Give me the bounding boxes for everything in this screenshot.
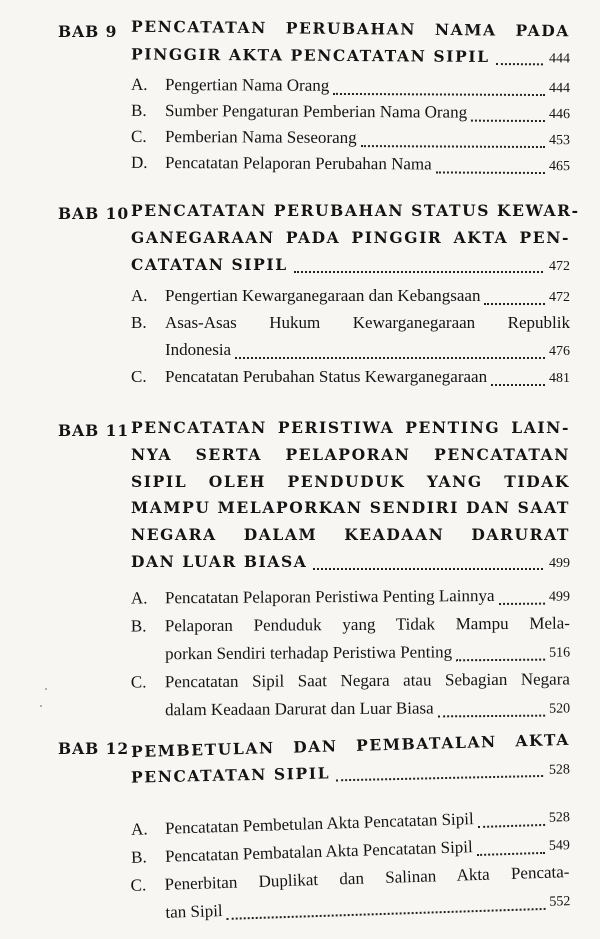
entry-title: Indonesia [165, 340, 232, 359]
chapter-title-line: SIPIL OLEH PENDUDUK YANG TIDAK [131, 471, 570, 491]
dot-leader [336, 761, 543, 781]
chapter-title-line: MAMPU MELAPORKAN SENDIRI DAN SAAT [131, 498, 570, 518]
entry-line [165, 638, 570, 669]
chapter-title-line: NYA SERTA PELAPORAN PENCATATAN [131, 444, 570, 464]
speck [40, 705, 42, 707]
dot-leader [361, 131, 545, 148]
dot-leader [333, 79, 545, 96]
page-number: 549 [548, 838, 571, 854]
entry-letter: A. [130, 588, 148, 608]
chapter-title-line: PEMBETULAN DAN PEMBATALAN AKTA [130, 729, 571, 762]
page-number: 453 [548, 133, 571, 149]
chapter-title-line [131, 252, 570, 278]
entry-letter: C. [130, 875, 147, 895]
dot-leader [235, 343, 545, 359]
entry-letter: C. [131, 367, 147, 386]
dot-leader [226, 894, 545, 920]
entry-line: Asas-Asas Hukum Kewarganegaraan Republik [165, 313, 570, 332]
toc-entry [131, 310, 570, 364]
page-number: 528 [548, 762, 571, 778]
entry-letter: B. [130, 100, 147, 120]
chapter-title-text: CATATAN SIPIL [131, 254, 288, 274]
toc-entry [131, 283, 570, 310]
entry-title: dalam Keadaan Darurat dan Luar Biasa [165, 698, 434, 720]
page-number: 520 [549, 701, 571, 717]
chapter-number: BAB 10 [58, 204, 130, 223]
page-number: 476 [549, 344, 570, 359]
toc-entry [131, 364, 570, 391]
dot-leader [477, 810, 545, 828]
entry-line [165, 150, 570, 180]
dot-leader [294, 257, 543, 273]
entry-title: Pencatatan Pembetulan Akta Pencatatan Sipil [164, 809, 474, 838]
entry-letter: A. [131, 286, 148, 305]
toc-entry [131, 124, 570, 152]
chapter-title-text: PINGGIR AKTA PENCATATAN SIPIL [130, 44, 490, 66]
dot-leader [456, 645, 545, 662]
chapter-title-line: GANEGARAAN PADA PINGGIR AKTA PEN- [131, 227, 570, 247]
chapter-title-line: NEGARA DALAM KEADAAN DARURAT [131, 525, 570, 545]
page-number: 516 [549, 645, 571, 661]
chapter-title-line: PENCATATAN PERISTIWA PENTING LAIN- [131, 418, 570, 437]
page-number: 446 [548, 107, 571, 123]
entry-line: Penerbitan Duplikat dan Salinan Akta Pencata- [164, 862, 570, 894]
entry-title: Pencatatan Perubahan Status Kewarganegaraan [165, 367, 488, 386]
entry-line [165, 337, 570, 365]
dot-leader [471, 106, 545, 122]
dot-leader [436, 157, 545, 174]
page-number: 444 [548, 51, 571, 67]
entry-letter: D. [130, 152, 148, 172]
entry-title: Pencatatan Pembatalan Akta Pencatatan Sipil [164, 837, 473, 866]
dot-leader [491, 370, 545, 386]
entry-title: tan Sipil [165, 901, 223, 922]
chapter-section [0, 16, 600, 222]
page-number: 472 [549, 258, 570, 274]
page-number: 465 [548, 159, 571, 175]
dot-leader [484, 289, 545, 305]
page-number: 552 [549, 894, 571, 910]
chapter-title-line: PENCATATAN PERUBAHAN STATUS KEWAR- [131, 201, 580, 220]
page-number: 444 [548, 81, 571, 97]
chapter-title-text: DAN LUAR BIASA [131, 552, 308, 571]
chapter-number: BAB 9 [58, 22, 118, 41]
page-number: 472 [549, 290, 570, 305]
entry-letter: B. [131, 313, 147, 332]
speck [45, 688, 47, 690]
entry-title: Pengertian Nama Orang [164, 75, 330, 95]
entry-letter: A. [130, 74, 148, 94]
dot-leader [496, 49, 543, 65]
entry-letter: B. [130, 616, 147, 636]
dot-leader [498, 589, 545, 605]
chapter-title-line [131, 549, 570, 575]
toc-entry [131, 610, 570, 669]
dot-leader [438, 701, 546, 718]
chapter-number: BAB 12 [58, 739, 130, 758]
chapter-title-text: PENCATATAN SIPIL [130, 763, 331, 787]
entry-title: Pencatatan Pelaporan Perubahan Nama [164, 153, 432, 174]
entry-line [165, 694, 570, 725]
entry-letter: B. [130, 847, 147, 867]
toc-entry [131, 150, 570, 178]
toc-entry [131, 666, 570, 725]
page-number: 499 [549, 556, 570, 571]
toc-entry [131, 72, 570, 100]
chapter-section [0, 201, 600, 404]
dot-leader [313, 554, 543, 570]
entry-line: Pencatatan Sipil Saat Negara atau Sebagian Negara [164, 669, 570, 692]
entry-line [165, 582, 570, 613]
entry-line: Pelaporan Penduduk yang Tidak Mampu Mela- [164, 613, 570, 636]
entry-title: Pencatatan Pelaporan Peristiwa Penting Lainnya [164, 585, 495, 608]
page-number: 481 [549, 371, 570, 386]
entry-letter: C. [130, 672, 147, 692]
chapter-title-line [131, 41, 570, 70]
chapter-section [0, 418, 600, 720]
entry-letter: C. [130, 126, 147, 146]
chapter-title-line: PENCATATAN PERUBAHAN NAMA PADA [130, 16, 571, 41]
entry-title: Pemberian Nama Seseorang [164, 127, 357, 148]
chapter-number: BAB 11 [58, 421, 130, 440]
dot-leader [476, 838, 545, 856]
page-number: 528 [548, 810, 571, 826]
toc-entry [131, 98, 570, 126]
entry-letter: A. [130, 819, 148, 839]
entry-title: porkan Sendiri terhadap Peristiwa Penting [165, 642, 453, 664]
entry-title: Sumber Pengaturan Pemberian Nama Orang [164, 101, 468, 122]
entry-title: Pengertian Kewarganegaraan dan Kebangsaan [165, 286, 481, 305]
page-number: 499 [548, 589, 571, 605]
toc-entry [131, 582, 570, 613]
chapter-section [0, 729, 600, 939]
entry-line [165, 364, 570, 392]
entry-line [165, 283, 570, 311]
